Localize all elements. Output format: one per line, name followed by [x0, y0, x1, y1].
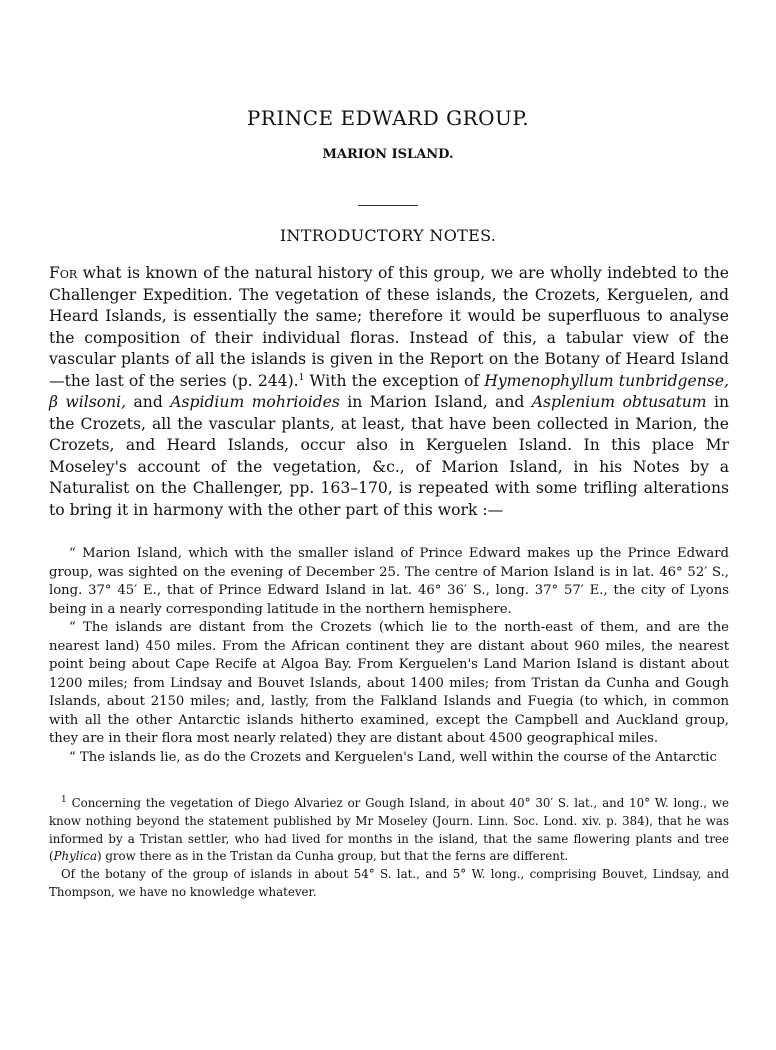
page-subtitle: MARION ISLAND.: [322, 147, 454, 162]
footnote-text-1a: Concerning the vegetation of Diego Alvariez or Gough Island, in about 40° 30′ S. lat., and 10° W. long., we know nothing beyond the statement published by Mr Moseley (Journ. Linn. Soc. Lond. xiv. p. 384), that he was informed by a Tristan settler, who had lived for months in the island, that the same flowering plants and tree (: [49, 796, 729, 864]
page-title: PRINCE EDWARD GROUP.: [246, 106, 530, 130]
footnote-ref: 1: [298, 372, 305, 383]
quote-paragraph: “ The islands are distant from the Crozets (which lie to the north-east of them, and are the nearest land) 450 miles. From the African continent they are distant about 960 miles, the nearest point being about Cape Recife at Algoa Bay. From Kerguelen's Land Marion Island is distant about 1200 miles; from Lindsay and Bouvet Islands, about 1400 miles; from Tristan da Cunha and Gough Islands, about 2150 miles; and, lastly, from the Falkland Islands and Fuegia (to which, in common with all the other Antarctic islands hitherto examined, except the Campbell and Auckland group, they are in their flora most nearly related) they are distant about 4500 geographical miles.: [49, 620, 729, 746]
intro-text-3: and: [126, 393, 171, 411]
divider-rule: [358, 205, 418, 206]
footnote-2: Of the botany of the group of islands in about 54° S. lat., and 5° W. long., comprising Bouvet, Lindsay, and Thompson, we have no knowledge whatever.: [49, 867, 729, 899]
species-name: Asplenium obtusatum: [531, 393, 707, 411]
lead-word: For: [49, 264, 78, 282]
intro-text-2: With the exception of: [304, 371, 485, 390]
quote-paragraph: “ The islands lie, as do the Crozets and Kerguelen's Land, well within the course of the Antarctic: [69, 749, 717, 765]
footnotes: [49, 795, 729, 902]
genus-name: Phylica: [53, 849, 97, 864]
footnote-1: [49, 795, 729, 866]
species-name: Aspidium mohrioides: [170, 393, 340, 411]
species-name: Hymenophyllum tunbridgense, β wilsoni,: [49, 371, 729, 411]
section-heading: INTRODUCTORY NOTES.: [279, 226, 497, 245]
footnote-marker: 1: [61, 795, 67, 806]
quoted-account: [49, 545, 729, 767]
intro-text-1: what is known of the natural history of this group, we are wholly indebted to the Challenger Expedition. The vegetation of these islands, the Crozets, Kerguelen, and Heard Islands, is essentially the same; therefore it would be superfluous to analyse the composition of their individual floras. Instead of this, a tabular view of the vascular plants of all the islands is given in the Report on the Botany of Heard Island—the last of the series (p. 244).: [49, 264, 729, 390]
quote-paragraph: “ Marion Island, which with the smaller island of Prince Edward makes up the Prince Edward group, was sighted on the evening of December 25. The centre of Marion Island is in lat. 46° 52′ S., long. 37° 45′ E., that of Prince Edward Island in lat. 46° 36′ S., long. 37° 57′ E., the city of Lyons being in a nearly corresponding latitude in the northern hemisphere.: [49, 546, 729, 617]
footnote-text-1b: ) grow there as in the Tristan da Cunha group, but that the ferns are different.: [97, 849, 569, 864]
intro-text-5: in the Crozets, all the vascular plants, at least, that have been collected in Marion, the Crozets, and Heard Islands, occur also in Kerguelen Island. In this place Mr Moseley's account of the vegetation, &c., of Marion Island, in his Notes by a Naturalist on the Challenger, pp. 163–170, is repeated with some trifling alterations to bring it in harmony with the other part of this work :—: [49, 393, 729, 519]
intro-text-4: in Marion Island, and: [339, 393, 532, 411]
intro-paragraph: [49, 263, 729, 521]
